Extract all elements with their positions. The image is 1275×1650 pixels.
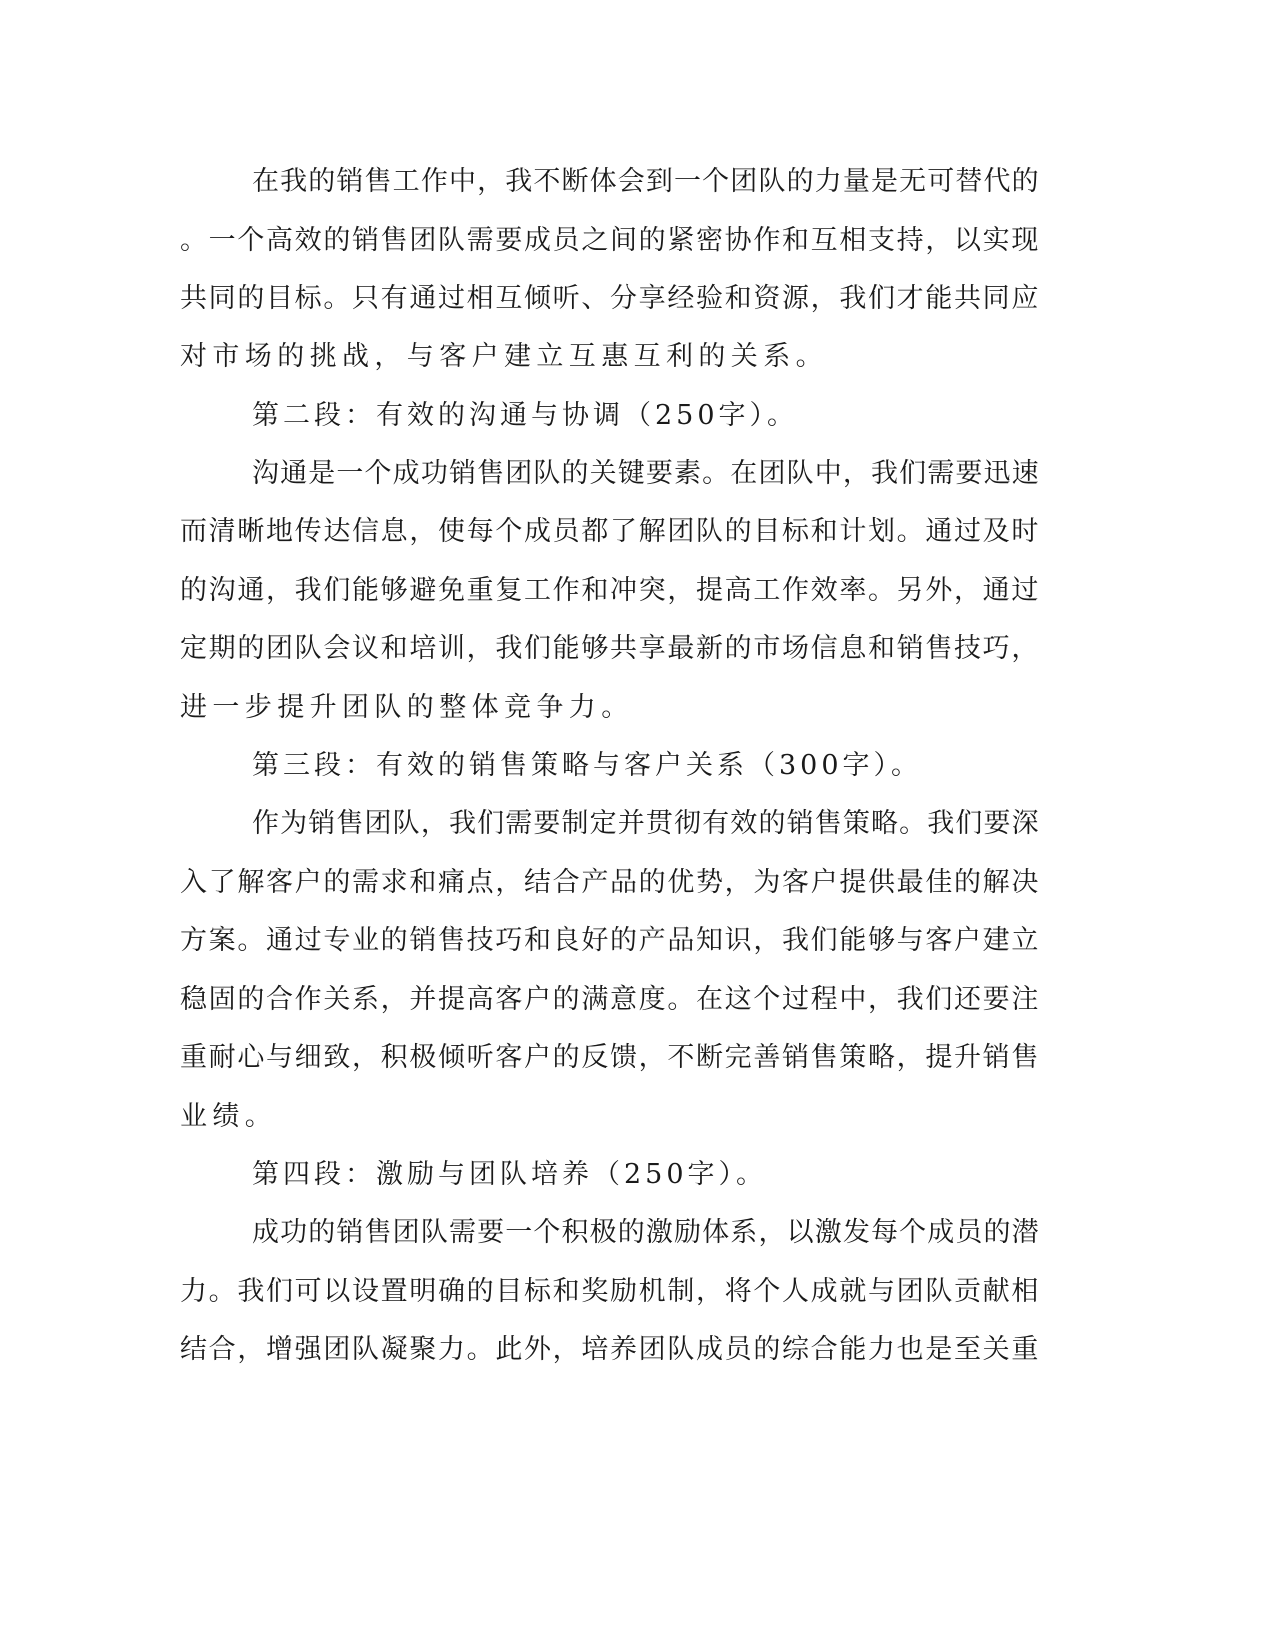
text-line: 结合，增强团队凝聚力。此外，培养团队成员的综合能力也是至关重	[180, 1334, 1040, 1365]
text-line: 共同的目标。只有通过相互倾听、分享经验和资源，我们才能共同应	[180, 283, 1040, 314]
text-line: 对市场的挑战，与客户建立互惠互利的关系。	[180, 341, 828, 372]
section-heading: 第三段：有效的销售策略与客户关系（300字）。	[252, 750, 923, 781]
text-line: 入了解客户的需求和痛点，结合产品的优势，为客户提供最佳的解决	[180, 867, 1040, 898]
text-line: 稳固的合作关系，并提高客户的满意度。在这个过程中，我们还要注	[180, 984, 1040, 1015]
text-line: 。一个高效的销售团队需要成员之间的紧密协作和互相支持，以实现	[180, 225, 1040, 256]
text-line: 进一步提升团队的整体竞争力。	[180, 692, 634, 723]
text-line: 定期的团队会议和培训，我们能够共享最新的市场信息和销售技巧，	[180, 633, 1040, 664]
text-line: 业绩。	[180, 1101, 278, 1132]
text-line: 成功的销售团队需要一个积极的激励体系，以激发每个成员的潜	[252, 1217, 1040, 1248]
text-line: 方案。通过专业的销售技巧和良好的产品知识，我们能够与客户建立	[180, 925, 1040, 956]
text-line: 力。我们可以设置明确的目标和奖励机制，将个人成就与团队贡献相	[180, 1276, 1040, 1307]
text-line: 重耐心与细致，积极倾听客户的反馈，不断完善销售策略，提升销售	[180, 1042, 1040, 1073]
text-line: 沟通是一个成功销售团队的关键要素。在团队中，我们需要迅速	[252, 458, 1040, 489]
text-line: 作为销售团队，我们需要制定并贯彻有效的销售策略。我们要深	[252, 808, 1040, 839]
section-heading: 第四段：激励与团队培养（250字）。	[252, 1159, 768, 1190]
text-line: 而清晰地传达信息，使每个成员都了解团队的目标和计划。通过及时	[180, 516, 1040, 547]
section-heading: 第二段：有效的沟通与协调（250字）。	[252, 400, 799, 431]
text-line: 在我的销售工作中，我不断体会到一个团队的力量是无可替代的	[252, 166, 1040, 197]
text-line: 的沟通，我们能够避免重复工作和冲突，提高工作效率。另外，通过	[180, 575, 1040, 606]
